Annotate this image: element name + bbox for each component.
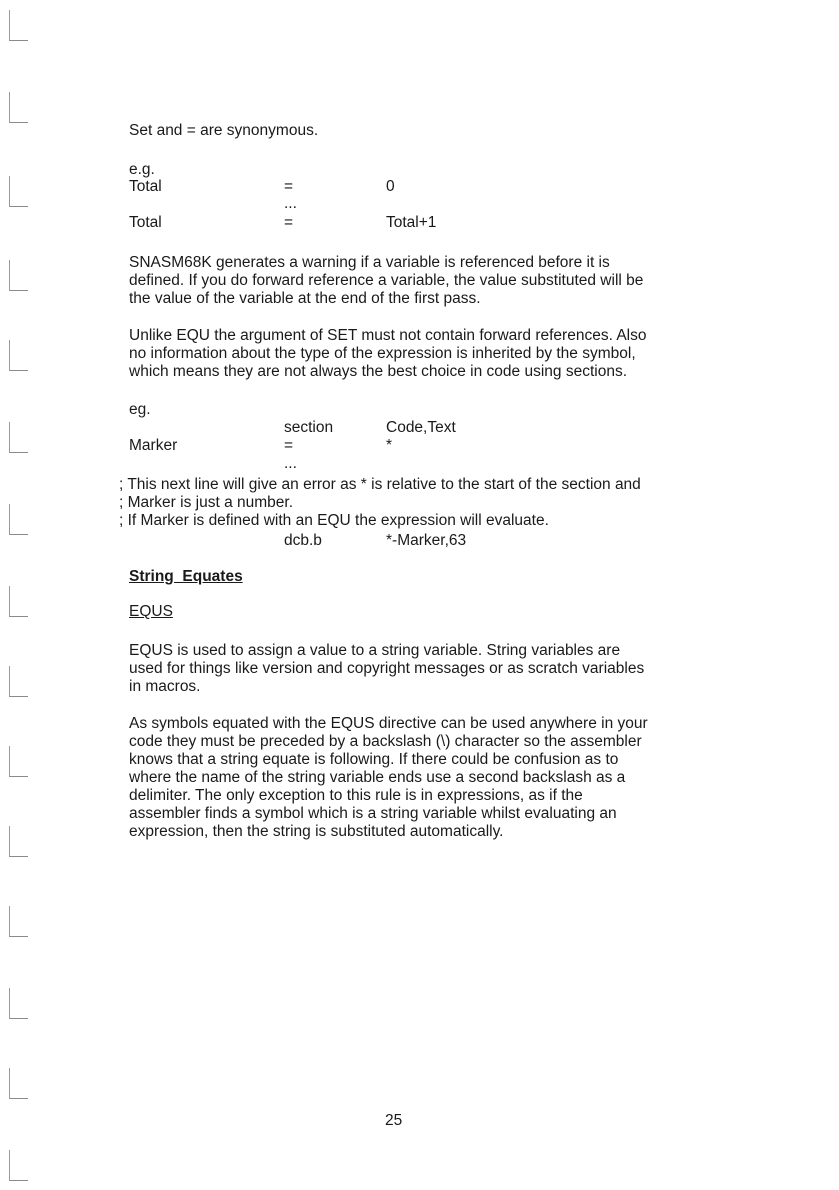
binding-mark: [9, 826, 28, 857]
binding-mark: [9, 176, 28, 207]
paragraph-line: no information about the type of the expression is inherited by the symbol,: [129, 345, 636, 362]
binding-mark: [9, 906, 28, 937]
code-operand: Code,Text: [386, 419, 456, 436]
binding-mark: [9, 666, 28, 697]
code-comment: ; If Marker is defined with an EQU the expression will evaluate.: [119, 512, 549, 529]
code-ellipsis: ...: [284, 455, 297, 472]
code-ellipsis: ...: [284, 195, 297, 212]
code-operator: =: [284, 214, 294, 231]
binding-mark: [9, 10, 28, 41]
code-directive: section: [284, 419, 334, 436]
paragraph-line: in macros.: [129, 678, 201, 695]
paragraph-line: assembler finds a symbol which is a string variable whilst evaluating an: [129, 805, 617, 822]
paragraph-line: As symbols equated with the EQUS directive can be used anywhere in your: [129, 715, 648, 732]
binding-mark: [9, 504, 28, 535]
paragraph-line: expression, then the string is substituted automatically.: [129, 823, 504, 840]
example-label: e.g.: [129, 161, 155, 178]
binding-mark: [9, 1068, 28, 1099]
code-label: Total: [129, 178, 162, 195]
paragraph-line: defined. If you do forward reference a variable, the value substituted will be: [129, 272, 644, 289]
code-operand: Total+1: [386, 214, 437, 231]
paragraph-line: SNASM68K generates a warning if a variable is referenced before it is: [129, 254, 610, 271]
binding-mark: [9, 746, 28, 777]
code-comment: ; This next line will give an error as * is relative to the start of the section and: [119, 476, 641, 493]
code-comment: ; Marker is just a number.: [119, 494, 294, 511]
intro-text: Set and = are synonymous.: [129, 122, 319, 139]
example-label: eg.: [129, 401, 151, 418]
binding-mark: [9, 1150, 28, 1181]
paragraph-line: EQUS is used to assign a value to a string variable. String variables are: [129, 642, 621, 659]
code-operand: 0: [386, 178, 395, 195]
binding-mark: [9, 340, 28, 371]
page-number: 25: [385, 1112, 403, 1129]
paragraph-line: Unlike EQU the argument of SET must not contain forward references. Also: [129, 327, 647, 344]
binding-mark: [9, 260, 28, 291]
paragraph-line: where the name of the string variable ends use a second backslash as a: [129, 769, 626, 786]
code-operand: *: [386, 437, 393, 454]
code-label: Total: [129, 214, 162, 231]
binding-mark: [9, 988, 28, 1019]
paragraph-line: delimiter. The only exception to this rule is in expressions, as if the: [129, 787, 583, 804]
sub-heading: EQUS: [129, 603, 173, 620]
code-operand: *-Marker,63: [386, 532, 467, 549]
paragraph-line: the value of the variable at the end of the first pass.: [129, 290, 481, 307]
code-directive: dcb.b: [284, 532, 322, 549]
binding-mark: [9, 586, 28, 617]
binding-mark: [9, 92, 28, 123]
paragraph-line: used for things like version and copyright messages or as scratch variables: [129, 660, 645, 677]
code-label: Marker: [129, 437, 178, 454]
section-heading: String Equates: [129, 568, 243, 585]
code-operator: =: [284, 178, 294, 195]
paragraph-line: knows that a string equate is following. If there could be confusion as to: [129, 751, 619, 768]
paragraph-line: code they must be preceded by a backslash (\) character so the assembler: [129, 733, 642, 750]
binding-mark: [9, 422, 28, 453]
paragraph-line: which means they are not always the best choice in code using sections.: [129, 363, 627, 380]
code-operator: =: [284, 437, 294, 454]
